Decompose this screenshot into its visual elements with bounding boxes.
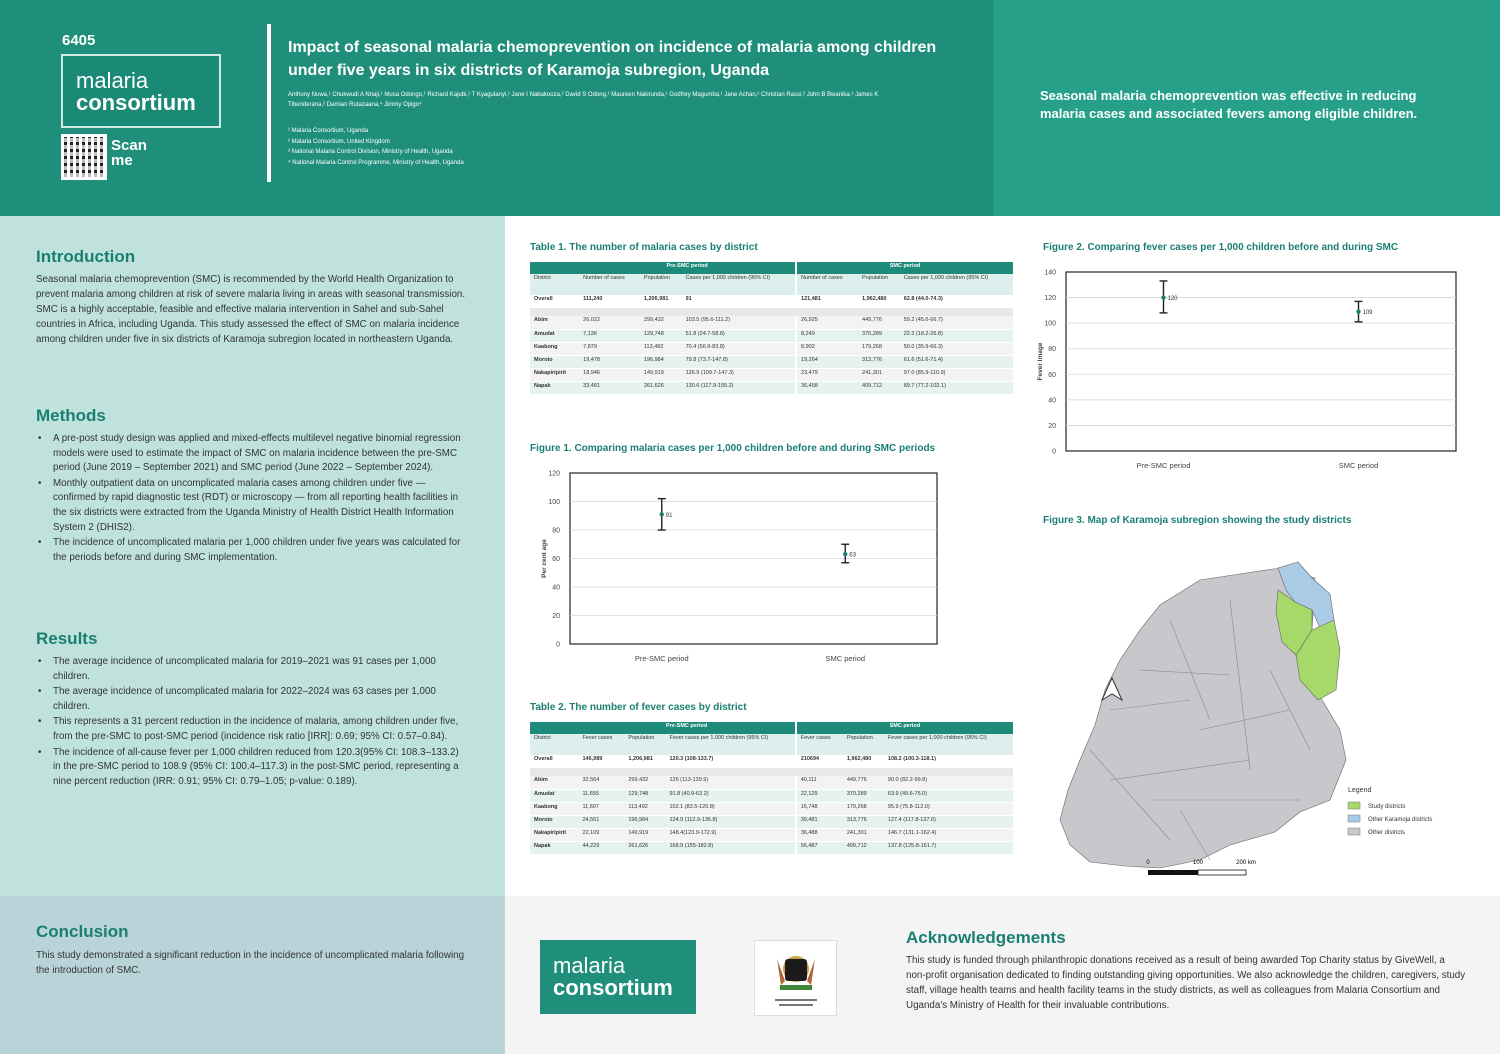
data-label: 91 [665, 512, 673, 519]
y-tick-label: 60 [552, 556, 560, 563]
table-cell: 1,206,981 [640, 295, 682, 308]
table-cell: 91.8 (40.9-63.2) [665, 789, 795, 802]
table-cell: 50.0 (35.9-66.3) [900, 342, 1013, 355]
table-cell: 32,564 [578, 776, 624, 789]
affiliation: ⁴ National Malaria Control Programme, Ministry of Health, Uganda [288, 159, 464, 166]
table-cell: 299,432 [624, 776, 665, 789]
table-row [530, 329, 1013, 342]
table-row [530, 355, 1013, 368]
table-cell: Abim [530, 776, 578, 789]
results-heading: Results [36, 629, 98, 648]
table-row [530, 802, 1013, 815]
y-tick-label: 40 [1048, 397, 1056, 405]
introduction-text: Seasonal malaria chemoprevention (SMC) is recommended by the World Health Organization to prevent malaria among children at risk of severe malaria living in areas with seasonal transmission. SMC is a highly acceptable, feasible and effective malaria intervention in Sahel and sub-Sahel countries in Africa, including Uganda. This study assessed the effect of SMC on malaria incidence among children under five in six districts of Karamoja subregion located in northeastern Uganda. [36, 274, 466, 345]
acknowledgements-text: This study is funded through philanthropic donations received as a result of being awarded Top Charity status by GiveWell, a non-profit organisation dedicated to finding outstanding giving opportunities. We also acknowledge the children, caregivers, study staff, village health teams and health facility teams in the study districts, as well as colleagues from Malaria Consortium and Uganda's Ministry of Health for their invaluable contributions. [906, 955, 1466, 1011]
table-row-overall [530, 755, 1013, 768]
table-cell: 146,989 [578, 755, 624, 768]
y-axis-label: Fever Image [1037, 342, 1044, 381]
table-cell: 313,776 [843, 815, 884, 828]
table-cell: Fever cases per 1,000 children (95% CI) [665, 734, 795, 755]
table-cell: 1,962,480 [843, 755, 884, 768]
data-point [660, 512, 664, 516]
table-cell: Fever cases [578, 734, 624, 755]
y-tick-label: 0 [556, 641, 560, 649]
table-cell: 19,478 [579, 355, 640, 368]
table-cell: 409,712 [858, 381, 900, 394]
table-header-row [530, 734, 1013, 755]
uganda-map [1050, 550, 1470, 880]
figure2-chart [1030, 262, 1470, 474]
table-cell: Nakapiripirit [530, 828, 578, 841]
table-cell: 89.7 (77.2-102.1) [900, 381, 1013, 394]
table-cell: 26,925 [796, 316, 858, 329]
malaria-consortium-logo [61, 54, 221, 128]
table-cell: Cases per 1,000 children (95% CI) [900, 274, 1013, 295]
table-cell: 126 (113-139.9) [665, 776, 795, 789]
authors: Anthony Nuwa,¹ Chukwudi A Nnaji,¹ Musa Odongo,¹ Richard Kajubi,¹ T Kyagulanyi,¹ Jane I Nabakooza,² David S Odong,¹ Maureen Nakirunda,¹ Godfrey Magumba,¹ Jane Achan,² Christian Rassi,² John B Bwanika,³ James K Tibenderana,² Damian Rutazaana,⁴ Jimmy Opigo⁴ [288, 92, 879, 108]
table-cell: 210694 [796, 755, 843, 768]
table-cell: Overall [530, 295, 579, 308]
data-point [1161, 295, 1165, 299]
table-cell: Abim [530, 316, 579, 329]
table-cell: District [530, 734, 578, 755]
table-cell: Kaabong [530, 802, 578, 815]
table-cell: 59.2 (45.6-66.7) [900, 316, 1013, 329]
table-cell: 7,879 [579, 342, 640, 355]
figure1-caption: Figure 1. Comparing malaria cases per 1,000 children before and during SMC periods [530, 443, 936, 454]
y-tick-label: 100 [548, 499, 560, 506]
scale-label: 0 [1146, 860, 1150, 866]
table-cell: 102.1 (83.5-120.8) [665, 802, 795, 815]
table-cell: Population [624, 734, 665, 755]
table-cell: Population [858, 274, 900, 295]
affiliations [288, 126, 688, 168]
table-cell: 111,240 [579, 295, 640, 308]
table-cell: 36,458 [796, 381, 858, 394]
table-cell: 97.0 (85.9-110.9) [900, 368, 1013, 381]
list-item: • The average incidence of uncomplicated malaria for 2019–2021 was 91 cases per 1,000 children. [36, 655, 468, 684]
table-cell: 130.6 (117.9-155.2) [682, 381, 796, 394]
y-tick-label: 20 [552, 613, 560, 620]
y-tick-label: 80 [552, 527, 560, 535]
table-cell: Population [843, 734, 884, 755]
table-cell: 23,479 [796, 368, 858, 381]
table-cell: Overall [530, 755, 578, 768]
table-cell [530, 768, 1013, 776]
table-cell: 196,984 [640, 355, 682, 368]
table-cell: 127.4 (117.8-137.0) [884, 815, 1013, 828]
table-cell: Napak [530, 381, 579, 394]
x-tick-label: Pre-SMC period [1136, 461, 1191, 470]
list-item: • The incidence of all-cause fever per 1,000 children reduced from 120.3(95% CI: 108.3–133.2) in the pre-SMC period to 108.9 (95% CI: 100.4–117.3) in the post-SMC period, representing a nine percent reduction (IRR: 0.91; 95% CI: 0.79–1.05; p-value: 0.189). [36, 746, 468, 790]
table-cell: 409,712 [843, 841, 884, 854]
table-cell: Pre-SMC period [578, 722, 795, 734]
y-axis-label: Per cent age [541, 539, 548, 578]
table-cell: Amudat [530, 329, 579, 342]
table-cell: 70.4 (56.9-83.8) [682, 342, 796, 355]
table-cell: 120.3 (108-133.7) [665, 755, 795, 768]
table-cell: 22,109 [578, 828, 624, 841]
list-item: • A pre-post study design was applied and mixed-effects multilevel negative binomial regression models were used to estimate the impact of SMC on malaria incidence between the pre-SMC period (June 2019 – September 2021) and SMC period (June 2022 – September 2024). [36, 432, 468, 476]
data-point [843, 552, 847, 556]
table-cell: 179,268 [843, 802, 884, 815]
table-cell: 103.5 (95.6-111.2) [682, 316, 796, 329]
data-label: 109 [1362, 310, 1373, 317]
conclusion-heading: Conclusion [36, 922, 129, 941]
table-cell: 24,561 [578, 815, 624, 828]
list-item: • The incidence of uncomplicated malaria per 1,000 children under five years was calculated for the periods before and during SMC implementation. [36, 536, 468, 565]
figure1-chart [530, 462, 970, 672]
key-message: Seasonal malaria chemoprevention was effective in reducing malaria cases and associated fevers among eligible children. [1040, 88, 1418, 121]
table-cell: Fever cases per 1,000 children (95% CI) [884, 734, 1013, 755]
table-row-overall [530, 295, 1013, 308]
conclusion-text: This study demonstrated a significant reduction in the incidence of uncomplicated malaria following the introduction of SMC. [36, 950, 465, 976]
table-cell: 121,481 [796, 295, 858, 308]
qr-code-icon[interactable] [61, 134, 107, 180]
table-cell: 33,481 [579, 381, 640, 394]
affiliation: ² Malaria Consortium, United Kingdom [288, 138, 390, 145]
table-cell: Fever cases [796, 734, 843, 755]
legend-item: Other Karamoja districts [1368, 817, 1433, 823]
table-cell [530, 262, 579, 274]
table-cell: 8,902 [796, 342, 858, 355]
table-cell: 370,289 [843, 789, 884, 802]
table-cell: 8,249 [796, 329, 858, 342]
results-list [36, 655, 468, 790]
y-tick-label: 120 [548, 470, 560, 478]
table-cell: 168.9 (155-182.8) [665, 841, 795, 854]
logo-line1: malaria [76, 68, 149, 93]
list-item: • The average incidence of uncomplicated malaria for 2022–2024 was 63 cases per 1,000 children. [36, 685, 468, 714]
list-item: • This represents a 31 percent reduction in the incidence of malaria, among children under five, from the pre-SMC to post-SMC period (incidence risk ratio [IRR]: 0.69; 95% CI: 0.57–0.84). [36, 715, 468, 744]
table-row [530, 815, 1013, 828]
table-cell: Nakapiripirit [530, 368, 579, 381]
table-cell: 44,229 [578, 841, 624, 854]
table-cell: 113,492 [624, 802, 665, 815]
x-tick-label: SMC period [825, 654, 866, 663]
legend-item: Study districts [1368, 804, 1406, 810]
table-cell: 241,301 [858, 368, 900, 381]
table-cell: 36,488 [796, 828, 843, 841]
table-row [530, 828, 1013, 841]
table-cell: 126.9 (109.7-147.3) [682, 368, 796, 381]
x-tick-label: Pre-SMC period [634, 654, 689, 663]
y-tick-label: 140 [1044, 269, 1056, 277]
table1-caption: Table 1. The number of malaria cases by district [530, 242, 758, 253]
table-cell: 261,626 [640, 381, 682, 394]
y-tick-label: 60 [1048, 371, 1056, 379]
table-group-header [530, 722, 1013, 734]
figure2-caption: Figure 2. Comparing fever cases per 1,000 children before and during SMC [1043, 242, 1399, 253]
legend-title: Legend [1348, 787, 1372, 794]
table-row [530, 381, 1013, 394]
scale-label: 200 km [1236, 860, 1256, 866]
table-cell [530, 308, 1013, 316]
table-cell: 22,129 [796, 789, 843, 802]
map-legend [1348, 787, 1432, 836]
table-cell: 11,655 [578, 789, 624, 802]
data-label: 63 [849, 552, 856, 559]
table-cell: 62.8 (44.0-74.3) [900, 295, 1013, 308]
poster-title: Impact of seasonal malaria chemoprevention on incidence of malaria among children under five years in six districts of Karamoja subregion, Uganda [288, 39, 937, 79]
methods-heading: Methods [36, 406, 106, 425]
table-cell: 449,776 [843, 776, 884, 789]
table-cell: 90.0 (82.2-99.8) [884, 776, 1013, 789]
header-divider [267, 24, 271, 182]
table-cell: 22.3 (18.2-26.8) [900, 329, 1013, 342]
table-cell: 7,136 [579, 329, 640, 342]
introduction-heading: Introduction [36, 247, 136, 266]
table-group-header [530, 262, 1013, 274]
logo-line2: consortium [553, 975, 673, 1000]
table-row [530, 776, 1013, 789]
y-tick-label: 80 [1048, 346, 1056, 354]
table-row [530, 789, 1013, 802]
table-cell: Moroto [530, 355, 579, 368]
y-tick-label: 100 [1044, 320, 1056, 328]
malaria-cases-table [530, 262, 1013, 395]
table-cell: 124.9 (112.9-136.8) [665, 815, 795, 828]
table-cell: 19,264 [796, 355, 858, 368]
list-item: • Monthly outpatient data on uncomplicated malaria cases among children under five — confirmed by rapid diagnostic test (RDT) or microscopy — from all reporting health facilities in the six districts were extracted from the Uganda Ministry of Health District Health Information System 2 (DHIS2). [36, 477, 468, 535]
logo-line2: consortium [76, 90, 196, 115]
table-cell: 148.4(123.9-172.9) [665, 828, 795, 841]
y-tick-label: 120 [1044, 295, 1056, 303]
table-row [530, 316, 1013, 329]
table-cell: 40,111 [796, 776, 843, 789]
table-cell: 11,607 [578, 802, 624, 815]
table-cell: 26,022 [579, 316, 640, 329]
x-tick-label: SMC period [1338, 461, 1379, 470]
table-cell: SMC period [796, 722, 1013, 734]
table-cell: Cases per 1,000 children (95% CI) [682, 274, 796, 295]
table-cell: 449,776 [858, 316, 900, 329]
fever-cases-table [530, 722, 1013, 855]
table-cell: Amudat [530, 789, 578, 802]
table-header-row [530, 274, 1013, 295]
y-tick-label: 0 [1052, 448, 1056, 456]
table-row [530, 342, 1013, 355]
data-point [1356, 309, 1360, 313]
table-cell: Moroto [530, 815, 578, 828]
table-cell: 1,206,981 [624, 755, 665, 768]
poster-number: 6405 [62, 32, 96, 49]
table-cell: 241,301 [843, 828, 884, 841]
table-cell: Napak [530, 841, 578, 854]
table-cell: 261,626 [624, 841, 665, 854]
table-cell: 129,748 [624, 789, 665, 802]
table-cell: 56,487 [796, 841, 843, 854]
table-cell: 1,962,480 [858, 295, 900, 308]
table-cell: Population [640, 274, 682, 295]
figure3-caption: Figure 3. Map of Karamoja subregion showing the study districts [1043, 515, 1352, 526]
table-cell: Number of cases [579, 274, 640, 295]
table-cell: 91 [682, 295, 796, 308]
logo-line1: malaria [553, 953, 626, 978]
table-cell: 149,919 [640, 368, 682, 381]
table-cell: Kaabong [530, 342, 579, 355]
table-row [530, 841, 1013, 854]
table-cell: 16,748 [796, 802, 843, 815]
table-cell: 129,748 [640, 329, 682, 342]
table-cell: 51.8 (24.7-58.8) [682, 329, 796, 342]
table-spacer [530, 768, 1013, 776]
acknowledgements-heading: Acknowledgements [906, 928, 1066, 947]
table-cell: 196,984 [624, 815, 665, 828]
scan-me-label: Scan me [111, 137, 147, 169]
table-row [530, 368, 1013, 381]
table-cell: 63.9 (49.6-75.0) [884, 789, 1013, 802]
affiliation: ¹ Malaria Consortium, Uganda [288, 128, 369, 134]
legend-item: Other districts [1368, 830, 1406, 836]
y-tick-label: 40 [552, 584, 560, 592]
data-label: 120 [1167, 296, 1178, 303]
table-cell: District [530, 274, 579, 295]
table-cell: 146.7 (131.1-162.4) [884, 828, 1013, 841]
table-cell: SMC period [796, 262, 1013, 274]
table-cell: 179,268 [858, 342, 900, 355]
methods-list [36, 432, 468, 566]
plot-area [1066, 272, 1456, 451]
table-cell: 313,776 [858, 355, 900, 368]
table-cell [530, 722, 578, 734]
table-cell: 149,919 [624, 828, 665, 841]
scale-label: 100 [1192, 860, 1204, 866]
uganda-coat-of-arms-icon [754, 940, 837, 1016]
y-tick-label: 20 [1048, 422, 1056, 430]
table-spacer [530, 308, 1013, 316]
table-cell: 108.2 (100.3-118.1) [884, 755, 1013, 768]
table-cell: Pre-SMC period [579, 262, 796, 274]
table-cell: 39,481 [796, 815, 843, 828]
table-cell: 299,432 [640, 316, 682, 329]
table-cell: 95.9 (75.8-112.0) [884, 802, 1013, 815]
table-cell: 79.8 (73.7-147.8) [682, 355, 796, 368]
table-cell: 370,289 [858, 329, 900, 342]
table-cell: 61.6 (51.6-71.4) [900, 355, 1013, 368]
table-cell: 113,492 [640, 342, 682, 355]
malaria-consortium-logo-bottom [540, 940, 696, 1014]
table-cell: 137.8 (125.8-151.7) [884, 841, 1013, 854]
table-cell: Number of cases [796, 274, 858, 295]
table2-caption: Table 2. The number of fever cases by district [530, 702, 747, 713]
affiliation: ³ National Malaria Control Division, Ministry of Health, Uganda [288, 149, 453, 155]
table-cell: 18,946 [579, 368, 640, 381]
